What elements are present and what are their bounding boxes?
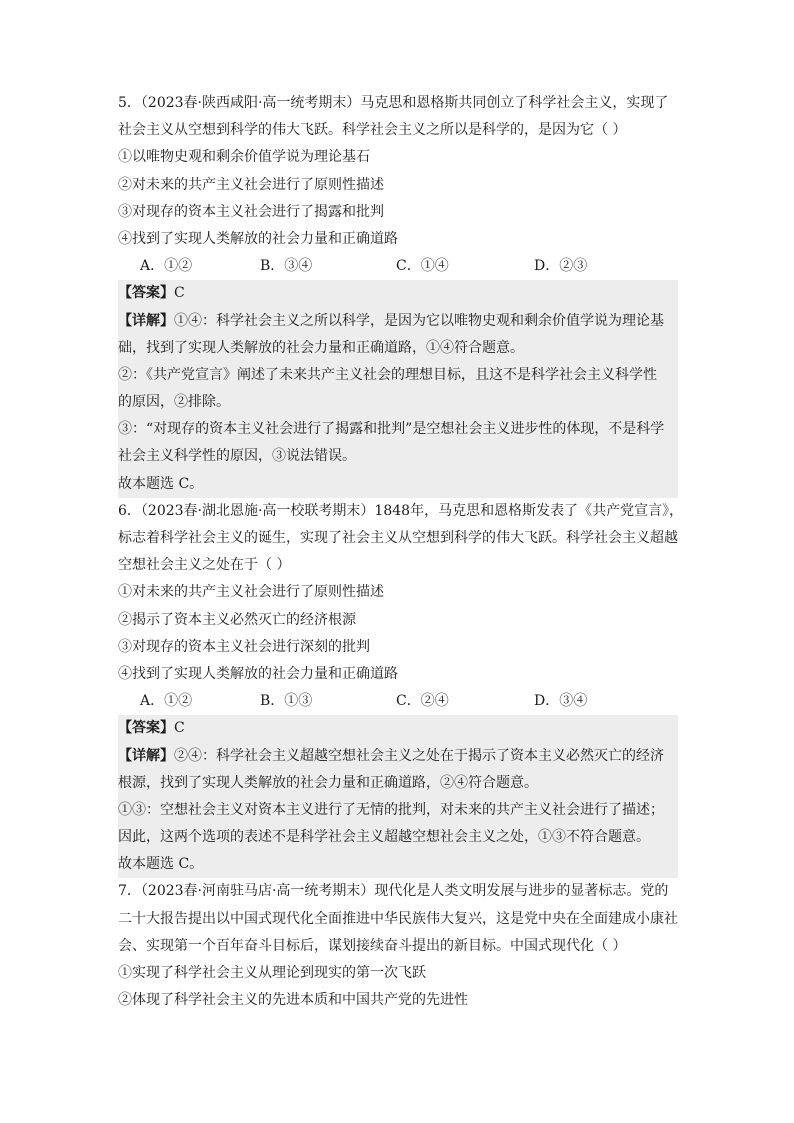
explanation-text: ②④：科学社会主义超越空想社会主义之处在于揭示了资本主义必然灭亡的经济 — [174, 747, 664, 764]
explanation-line: 根源，找到了实现人类解放的社会力量和正确道路，②④符合题意。 — [118, 774, 538, 791]
answer-label: 【答案】 — [118, 285, 174, 302]
explanation-line — [118, 308, 678, 335]
question-stem-line: 二十大报告提出以中国式现代化全面推进中华民族伟大复兴，这是党中央在全面建成小康社 — [118, 910, 678, 927]
statement-item: ①对未来的共产主义社会进行了原则性描述 — [118, 584, 384, 601]
answer-explanation-block — [118, 715, 678, 878]
explanation-text: ①④：科学社会主义之所以科学，是因为它以唯物史观和剩余价值学说为理论基 — [174, 312, 664, 329]
option-b: B．③④ — [260, 258, 313, 275]
answer-options — [118, 253, 678, 280]
explanation-label: 【详解】 — [118, 747, 174, 764]
explanation-label: 【详解】 — [118, 312, 174, 329]
explanation-line: ①③：空想社会主义对资本主义进行了无情的批判，对未来的共产主义社会进行了描述； — [118, 801, 664, 818]
answer-explanation-block — [118, 280, 678, 498]
question-stem-line: 6．（2023春·湖北恩施·高一校联考期末）1848年，马克思和恩格斯发表了《共产党宣言》， — [118, 502, 684, 519]
statement-item: ②体现了科学社会主义的先进本质和中国共产党的先进性 — [118, 992, 468, 1009]
option-d: D．②③ — [534, 258, 588, 275]
statement-item: ④找到了实现人类解放的社会力量和正确道路 — [118, 665, 398, 682]
answer-line — [118, 280, 678, 307]
statement-item: ③对现存的资本主义社会进行深刻的批判 — [118, 638, 370, 655]
statement-item: ②揭示了资本主义必然灭亡的经济根源 — [118, 611, 356, 628]
option-b: B．①③ — [260, 693, 313, 710]
question-stem-line: 7．（2023春·河南驻马店·高一统考期末）现代化是人类文明发展与进步的显著标志。党的 — [118, 883, 669, 900]
answer-options — [118, 688, 678, 715]
option-c: C．②④ — [396, 693, 449, 710]
option-d: D．③④ — [534, 693, 588, 710]
answer-value: C — [174, 285, 185, 302]
question-6 — [118, 498, 684, 879]
explanation-line: 的原因，②排除。 — [118, 394, 230, 411]
answer-line — [118, 715, 678, 742]
explanation-line: 因此，这两个选项的表述不是科学社会主义超越空想社会主义之处，①③不符合题意。 — [118, 829, 650, 846]
question-stem-line: 社会主义从空想到科学的伟大飞跃。科学社会主义之所以是科学的，是因为它（ ） — [118, 122, 627, 139]
question-stem-line: 空想社会主义之处在于（ ） — [118, 557, 291, 574]
statement-item: ③对现存的资本主义社会进行了揭露和批判 — [118, 203, 384, 220]
question-stem-line: 会、实现第一个百年奋斗目标后，谋划接续奋斗提出的新目标。中国式现代化（ ） — [118, 937, 627, 954]
explanation-line: 础，找到了实现人类解放的社会力量和正确道路，①④符合题意。 — [118, 339, 524, 356]
document-content — [118, 90, 684, 1014]
answer-label: 【答案】 — [118, 720, 174, 737]
option-c: C．①④ — [396, 258, 449, 275]
explanation-line: 社会主义科学性的原因，③说法错误。 — [118, 448, 356, 465]
statement-item: ④找到了实现人类解放的社会力量和正确道路 — [118, 230, 398, 247]
explanation-line — [118, 743, 678, 770]
statement-item: ①实现了科学社会主义从理论到现实的第一次飞跃 — [118, 965, 426, 981]
option-a: A．①② — [140, 258, 193, 275]
statement-item: ①以唯物史观和剩余价值学说为理论基石 — [118, 149, 370, 166]
question-stem-line: 标志着科学社会主义的诞生，实现了社会主义从空想到科学的伟大飞跃。科学社会主义超越 — [118, 530, 678, 546]
explanation-line: ②：《共产党宣言》阐述了未来共产主义社会的理想目标，且这不是科学社会主义科学性 — [118, 366, 657, 383]
option-a: A．①② — [140, 693, 193, 710]
explanation-conclusion: 故本题选 C。 — [118, 475, 204, 492]
question-5 — [118, 90, 678, 498]
explanation-line: ③：“对现存的资本主义社会进行了揭露和批判”是空想社会主义进步性的体现，不是科学 — [118, 421, 665, 438]
question-7 — [118, 878, 678, 1014]
question-stem-line: 5．（2023春·陕西咸阳·高一统考期末）马克思和恩格斯共同创立了科学社会主义，实现了 — [118, 95, 669, 111]
statement-item: ②对未来的共产主义社会进行了原则性描述 — [118, 176, 384, 193]
answer-value: C — [174, 720, 185, 737]
explanation-conclusion: 故本题选 C。 — [118, 856, 204, 873]
